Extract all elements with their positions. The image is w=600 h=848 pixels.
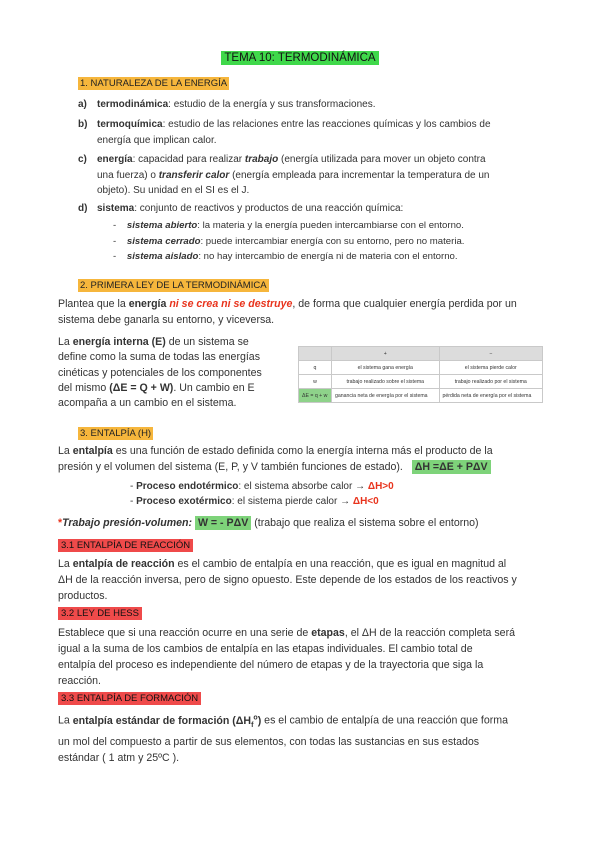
exothermic-line: - Proceso exotérmico: el sistema pierde calor → ΔH<0 (130, 496, 379, 507)
table-row: + − (299, 347, 543, 361)
first-law-paragraph: Plantea que la energía ni se crea ni se destruye, de forma que cualquier energía perdida por un sistema debe ganarla su entorno, y viceversa. (58, 298, 517, 326)
system-types-list (113, 218, 553, 265)
section-2-heading: 2. PRIMERA LEY DE LA TERMODINÁMICA (80, 280, 267, 291)
internal-energy-paragraph: La energía interna (E) de un sistema se define como la suma de todas las energías cinéticas y potenciales de los componentes del mismo (ΔE = Q + W). Un cambio en E acompaña a un cambio en el sistema. (58, 336, 262, 410)
section-1-heading: 1. NATURALEZA DE LA ENERGÍA (80, 78, 228, 89)
section-3-1-heading: 3.1 ENTALPÍA DE REACCIÓN (58, 540, 193, 552)
item-c: c) energía: capacidad para realizar trabajo (energía utilizada para mover un objeto contra una fuerza) o transferir calor (energía empleada para incrementar la temperatura de un objeto). Su unidad en el SI es el J. (78, 154, 490, 196)
hess-law-paragraph: Establece que si una reacción ocurre en una serie de etapas, el ΔH de la reacción completa será igual a la suma de los cambios de entalpía en las etapas individuales. El cambio total de entalpía del proceso es independiente del número de etapas y de la trayectoria que siga la reacción. (58, 627, 515, 687)
table-row: ΔE = q + w ganancia neta de energía por el sistema pérdida neta de energía por el sistema (299, 389, 543, 403)
enthalpy-paragraph: La entalpía es una función de estado definida como la energía interna más el producto de la presión y el volumen del sistema (E, P, y V también funciones de estado). ΔH =ΔE + PΔV (58, 445, 493, 473)
reaction-enthalpy-paragraph: La entalpía de reacción es el cambio de entalpía en una reacción, que es igual en magnitud al ΔH de la reacción inversa, pero de signo opuesto. Este depende de los estados de los reactivos y productos. (58, 558, 517, 602)
list-item: - sistema cerrado: puede intercambiar energía con su entorno, pero no materia. (113, 235, 465, 247)
list-item: - sistema abierto: la materia y la energía pueden intercambiarse con el entorno. (113, 220, 464, 231)
item-b: b) termoquímica: estudio de las relaciones entre las reacciones químicas y los cambios de energía que implican calor. (78, 119, 491, 146)
endothermic-line: - Proceso endotérmico: el sistema absorbe calor → ΔH>0 (130, 481, 394, 492)
enthalpy-formula: ΔH =ΔE + PΔV (412, 460, 491, 474)
item-a: a) termodinámica: estudio de la energía y sus transformaciones. (78, 99, 376, 110)
section-3-3-heading: 3.3 ENTALPÍA DE FORMACIÓN (58, 693, 201, 705)
table-row: q el sistema gana energía el sistema pierde calor (299, 361, 543, 375)
pressure-volume-work: *Trabajo presión-volumen: W = - PΔV (trabajo que realiza el sistema sobre el entorno) (58, 517, 479, 529)
page-title: TEMA 10: TERMODINÁMICA (0, 52, 600, 64)
formation-enthalpy-paragraph: La entalpía estándar de formación $(\Delta H_f^o)$ es el cambio de entalpía de una reacción que forma un mol del compuesto a partir de sus elementos, con todas las sustancias en sus estados estándar ( 1 atm y 25ºC ). (58, 714, 508, 764)
list-item: - sistema aislado: no hay intercambio de energía ni de materia con el entorno. (113, 251, 458, 262)
section-3-2-heading: 3.2 LEY DE HESS (58, 608, 142, 620)
sign-convention-table (298, 346, 543, 403)
item-d: d) sistema: conjunto de reactivos y productos de una reacción química: (78, 203, 404, 214)
section-3-heading: 3. ENTALPÍA (H) (80, 428, 152, 439)
table-row: w trabajo realizado sobre el sistema trabajo realizado por el sistema (299, 375, 543, 389)
